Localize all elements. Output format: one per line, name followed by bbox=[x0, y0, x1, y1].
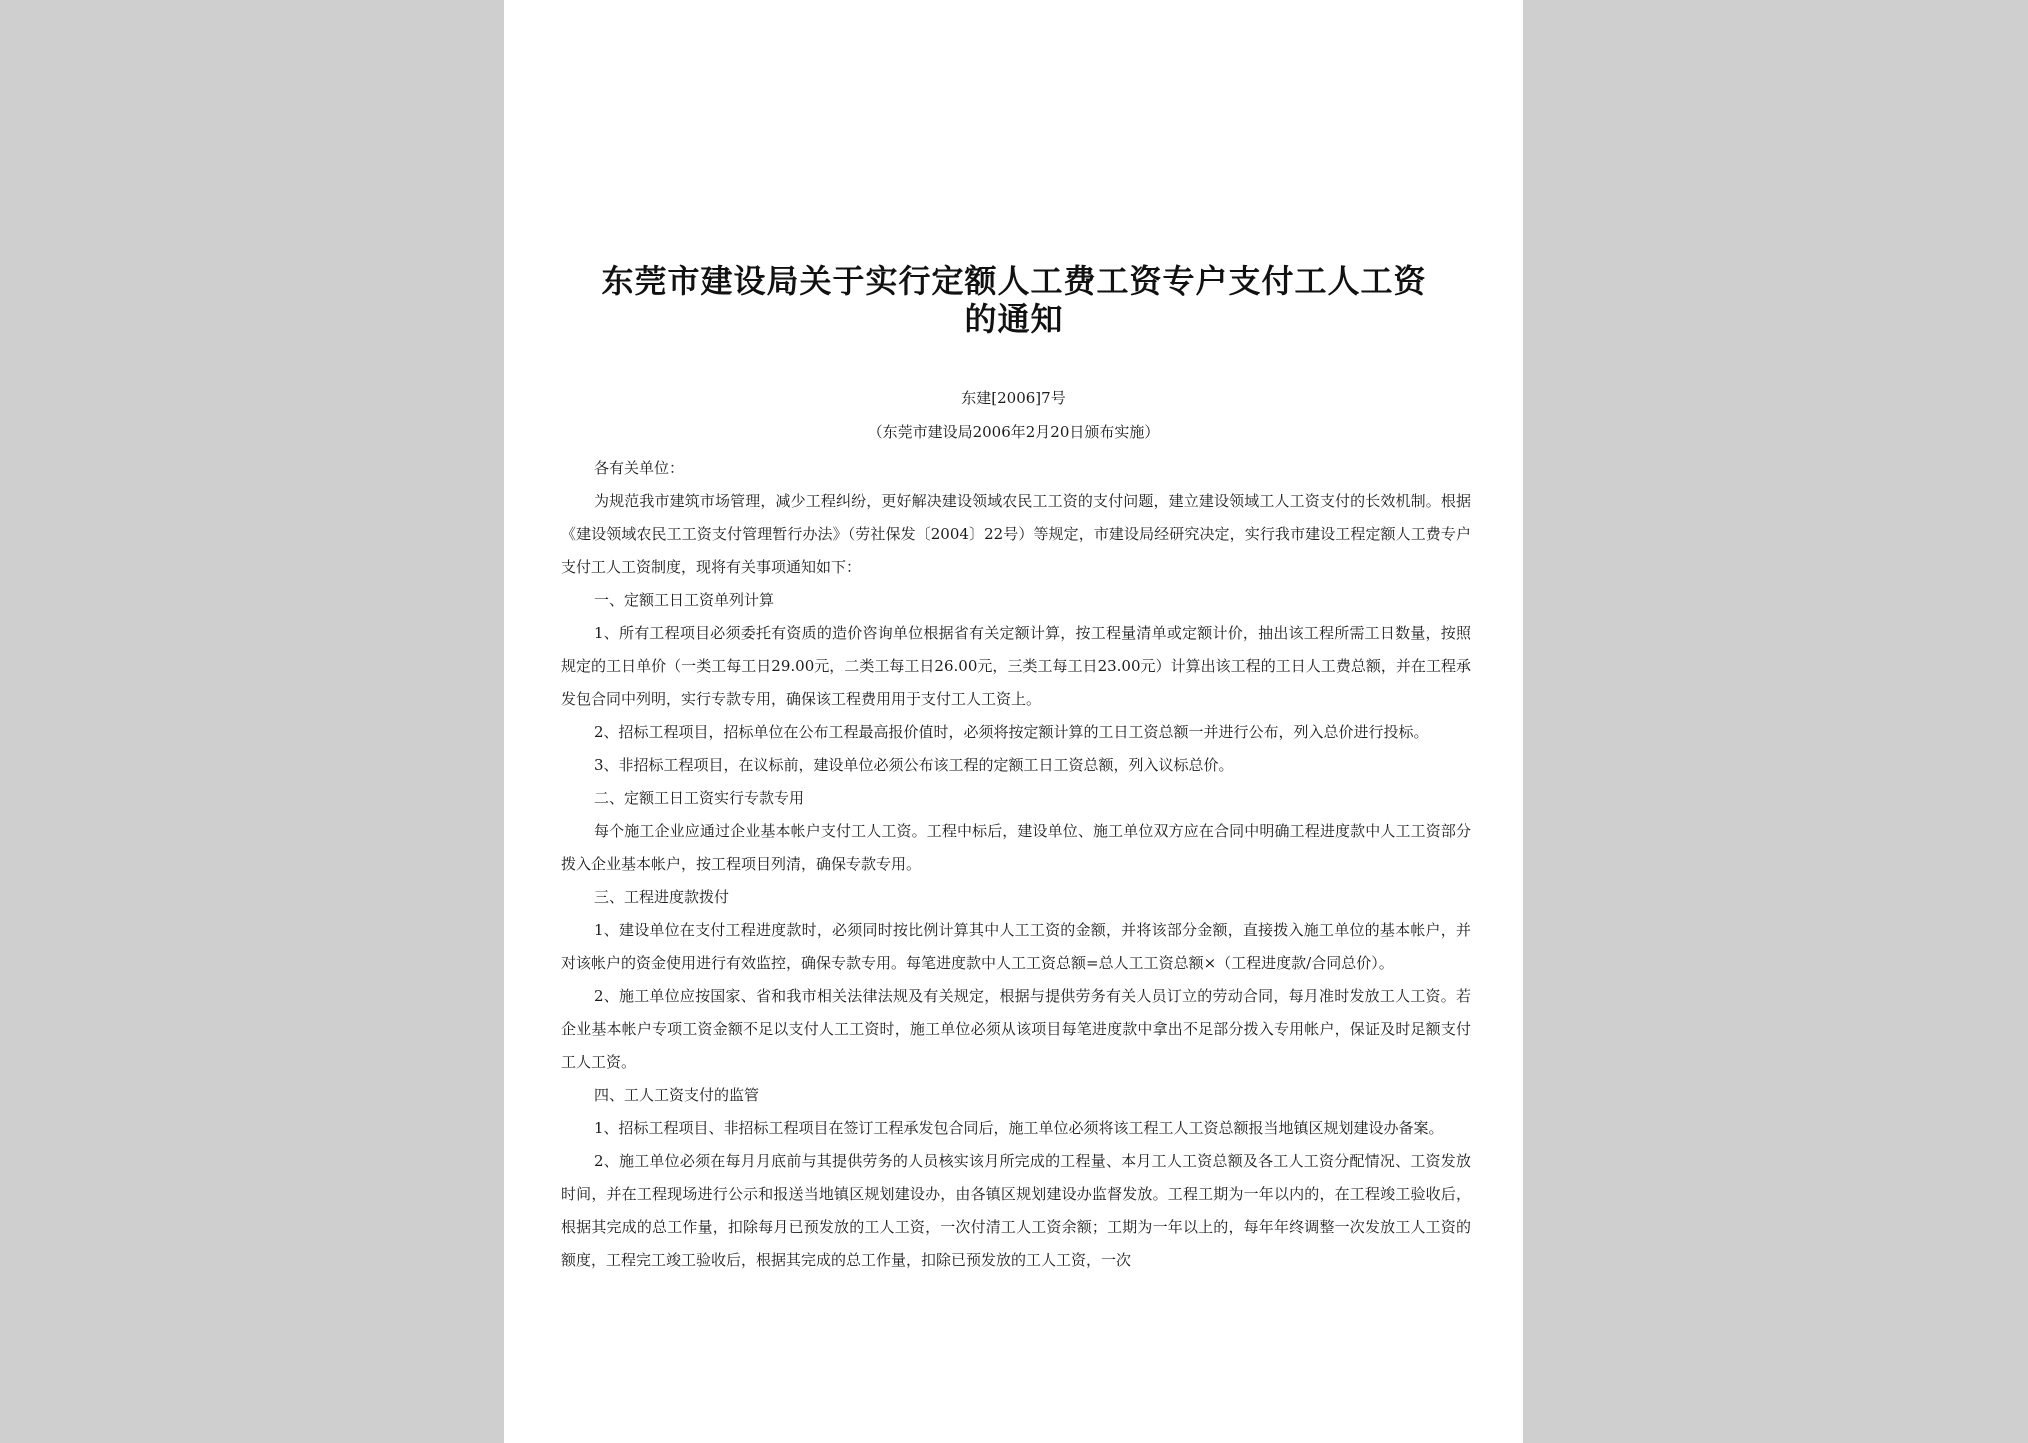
document-title: 东莞市建设局关于实行定额人工费工资专户支付工人工资的通知 bbox=[601, 262, 1427, 338]
intro-paragraph: 为规范我市建筑市场管理，减少工程纠纷，更好解决建设领域农民工工资的支付问题，建立建设领域工人工资支付的长效机制。根据《建设领域农民工工资支付管理暂行办法》（劳社保发〔2004〕22号）等规定，市建设局经研究决定，实行我市建设工程定额人工费专户支付工人工资制度，现将有关事项通知如下： bbox=[561, 492, 1471, 576]
section-heading: 一、定额工日工资单列计算 bbox=[594, 591, 775, 609]
paragraph: 每个施工企业应通过企业基本帐户支付工人工资。工程中标后，建设单位、施工单位双方应在合同中明确工程进度款中人工工资部分拨入企业基本帐户，按工程项目列清，确保专款专用。 bbox=[561, 822, 1471, 873]
document-body bbox=[561, 452, 1471, 1277]
document-page bbox=[504, 0, 1523, 1443]
paragraph: 1、招标工程项目、非招标工程项目在签订工程承发包合同后，施工单位必须将该工程工人工资总额报当地镇区规划建设办备案。 bbox=[594, 1119, 1444, 1137]
paragraph: 1、所有工程项目必须委托有资质的造价咨询单位根据省有关定额计算，按工程量清单或定额计价，抽出该工程所需工日数量，按照规定的工日单价（一类工每工日29.00元，二类工每工日26.00元，三类工每工日23.00元）计算出该工程的工日人工费总额，并在工程承发包合同中列明，实行专款专用，确保该工程费用用于支付工人工资上。 bbox=[561, 624, 1471, 708]
paragraph: 3、非招标工程项目，在议标前，建设单位必须公布该工程的定额工日工资总额，列入议标总价。 bbox=[594, 756, 1234, 774]
document-number: 东建[2006]7号 bbox=[961, 389, 1066, 407]
section-heading: 三、工程进度款拨付 bbox=[594, 888, 730, 906]
paragraph: 2、施工单位必须在每月月底前与其提供劳务的人员核实该月所完成的工程量、本月工人工资总额及各工人工资分配情况、工资发放时间，并在工程现场进行公示和报送当地镇区规划建设办，由各镇区规划建设办监督发放。工程工期为一年以内的，在工程竣工验收后，根据其完成的总工作量，扣除每月已预发放的工人工资，一次付清工人工资余额；工期为一年以上的，每年年终调整一次发放工人工资的额度，工程完工竣工验收后，根据其完成的总工作量，扣除已预发放的工人工资，一次 bbox=[561, 1152, 1471, 1269]
paragraph: 2、施工单位应按国家、省和我市相关法律法规及有关规定，根据与提供劳务有关人员订立的劳动合同，每月准时发放工人工资。若企业基本帐户专项工资金额不足以支付人工工资时，施工单位必须从该项目每笔进度款中拿出不足部分拨入专用帐户，保证及时足额支付工人工资。 bbox=[561, 987, 1471, 1071]
salutation: 各有关单位： bbox=[594, 459, 685, 477]
paragraph: 1、建设单位在支付工程进度款时，必须同时按比例计算其中人工工资的金额，并将该部分金额，直接拨入施工单位的基本帐户，并对该帐户的资金使用进行有效监控，确保专款专用。每笔进度款中人工工资总额=总人工工资总额×（工程进度款/合同总价）。 bbox=[561, 921, 1471, 972]
section-heading: 二、定额工日工资实行专款专用 bbox=[594, 789, 805, 807]
section-heading: 四、工人工资支付的监管 bbox=[594, 1086, 760, 1104]
issued-note: （东莞市建设局2006年2月20日颁布实施） bbox=[867, 423, 1160, 441]
paragraph: 2、招标工程项目，招标单位在公布工程最高报价值时，必须将按定额计算的工日工资总额一并进行公布，列入总价进行投标。 bbox=[594, 723, 1429, 741]
